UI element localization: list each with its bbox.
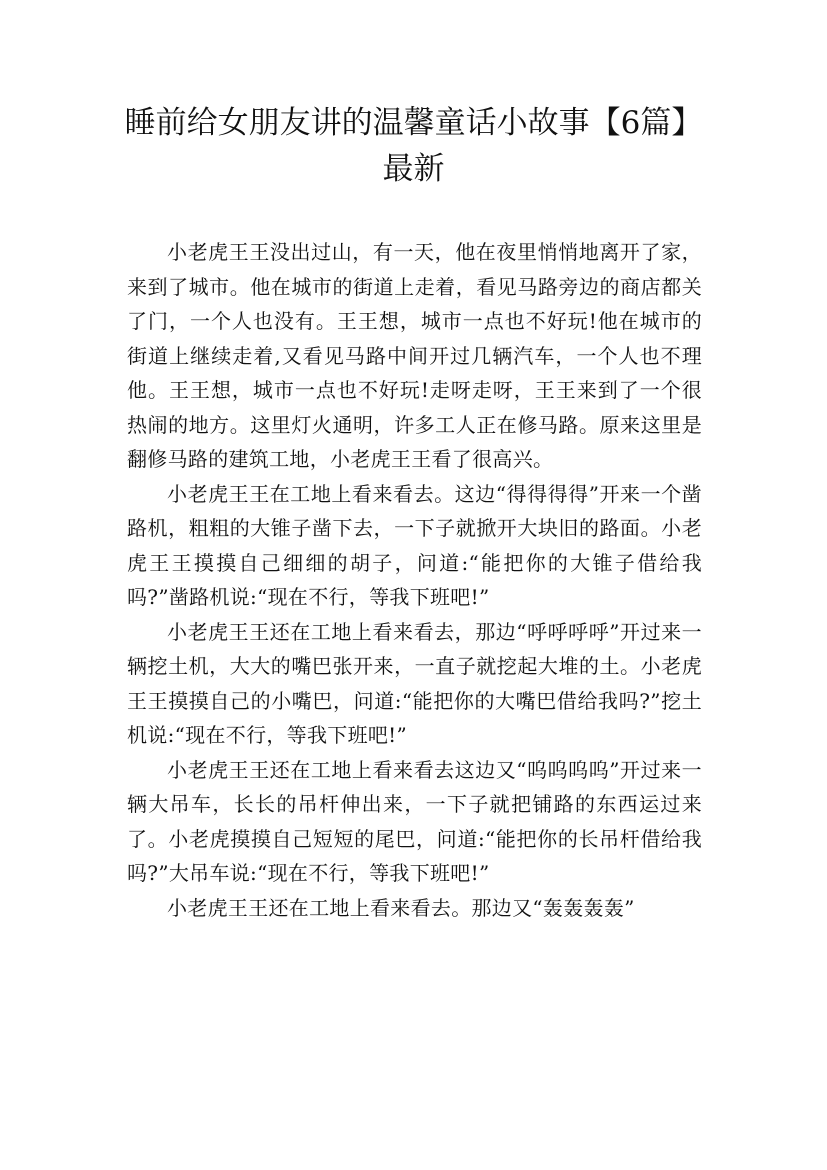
title-line-2: 最新 [382, 151, 445, 187]
paragraph-5: 小老虎王王还在工地上看来看去。那边又“轰轰轰轰” [167, 895, 635, 920]
document-body [127, 235, 702, 925]
document-title [60, 100, 767, 192]
paragraph-1: 小老虎王王没出过山，有一天，他在夜里悄悄地离开了家，来到了城市。他在城市的街道上走着，看见马路旁边的商店都关了门，一个人也没有。王王想，城市一点也不好玩!他在城市的街道上继续走着,又看见马路中间开过几辆汽车，一个人也不理他。王王想，城市一点也不好玩!走呀走呀，王王来到了一个很热闹的地方。这里灯火通明，许多工人正在修马路。原来这里是翻修马路的建筑工地，小老虎王王看了很高兴。 [127, 240, 702, 471]
paragraph-3: 小老虎王王还在工地上看来看去，那边“呼呼呼呼”开过来一辆挖土机，大大的嘴巴张开来，一直子就挖起大堆的土。小老虎王王摸摸自己的小嘴巴，问道:“能把你的大嘴巴借给我吗?”挖土机说:“现在不行，等我下班吧!” [127, 619, 702, 747]
paragraph-4: 小老虎王王还在工地上看来看去这边又“呜呜呜呜”开过来一辆大吊车，长长的吊杆伸出来，一下子就把铺路的东西运过来了。小老虎摸摸自己短短的尾巴，问道:“能把你的长吊杆借给我吗?”大吊车说:“现在不行，等我下班吧!” [127, 757, 702, 885]
paragraph-2: 小老虎王王在工地上看来看去。这边“得得得得”开来一个凿路机，粗粗的大锥子凿下去，一下子就掀开大块旧的路面。小老虎王王摸摸自己细细的胡子，问道:“能把你的大锥子借给我吗?”凿路机说:“现在不行，等我下班吧!” [127, 481, 702, 609]
title-line-1: 睡前给女朋友讲的温馨童话小故事【6篇】 [124, 105, 703, 141]
